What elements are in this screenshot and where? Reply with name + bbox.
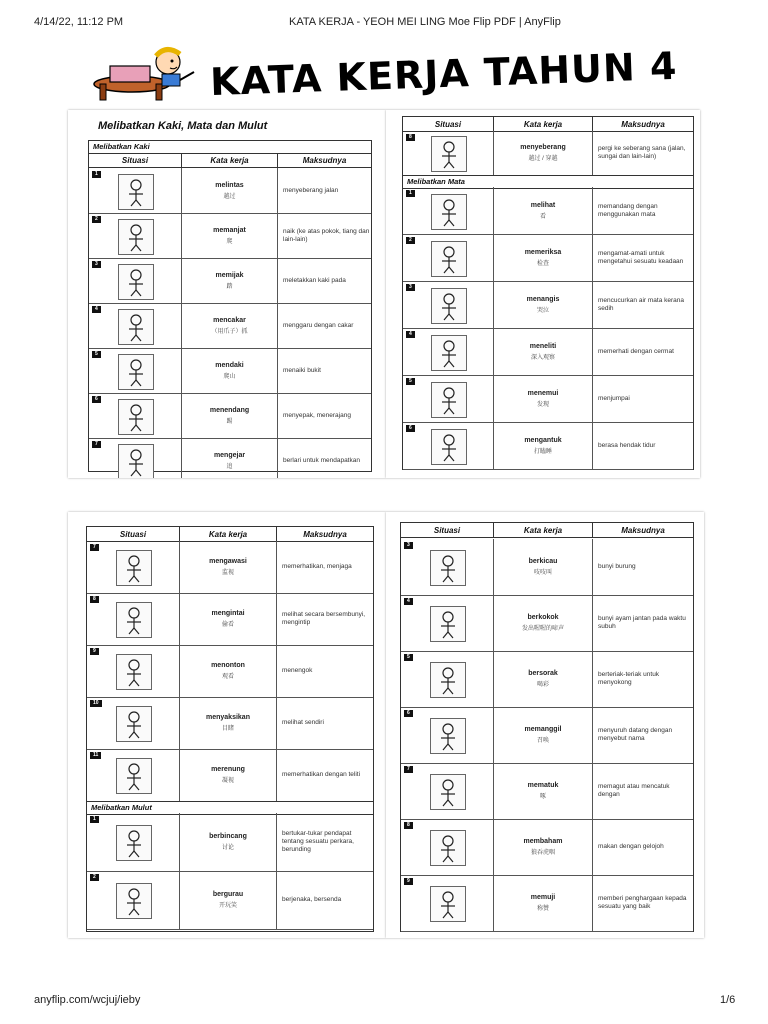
kata-kerja-cell — [180, 749, 277, 801]
section-kaki: Melibatkan Kaki — [89, 141, 371, 154]
table-row — [87, 871, 373, 930]
situation-illustration — [118, 174, 154, 210]
maksud-cell — [593, 234, 693, 281]
maksud-cell — [593, 539, 693, 595]
kata-kerja-cell — [180, 645, 277, 697]
verb-meaning: memagut atau mencatuk dengan — [598, 783, 670, 798]
situation-illustration — [431, 335, 467, 371]
verb-meaning: memandang dengan menggunakan mata — [598, 202, 658, 218]
situation-illustration — [116, 550, 152, 586]
situasi-cell — [401, 763, 494, 819]
verb-meaning: menyeberang jalan — [283, 186, 339, 194]
table-kaki — [88, 140, 372, 472]
kata-kerja-cell — [182, 168, 278, 213]
maksud-cell — [593, 763, 693, 819]
verb-word: menonton — [211, 662, 245, 669]
situation-illustration — [430, 718, 466, 754]
maksud-cell — [277, 749, 373, 801]
table-row — [401, 651, 693, 708]
table-row — [403, 328, 693, 376]
row-number: 6 — [92, 396, 101, 403]
verb-translation: 越过 / 穿越 — [528, 156, 558, 162]
verb-word: mencakar — [213, 316, 246, 324]
verb-translation: 目睹 — [221, 726, 234, 732]
table-row — [403, 187, 693, 235]
row-number: 1 — [406, 190, 415, 197]
situasi-cell — [87, 697, 180, 749]
table-mata-mulut — [86, 526, 374, 932]
row-number: 2 — [92, 216, 101, 223]
situation-illustration — [116, 706, 152, 742]
kata-kerja-cell — [182, 348, 278, 393]
situation-illustration — [116, 602, 152, 638]
verb-word: bergurau — [212, 891, 244, 898]
table-row — [87, 645, 373, 698]
kata-kerja-cell — [180, 593, 277, 645]
maksud-cell — [277, 645, 373, 697]
verb-translation: 踢 — [226, 418, 233, 425]
verb-translation: 打瞌睡 — [533, 448, 552, 455]
verb-meaning: menyepak, menerajang — [283, 411, 351, 419]
verb-translation: 深入观察 — [530, 354, 555, 361]
verb-word: memuji — [530, 894, 556, 901]
row-number: 1 — [90, 816, 99, 823]
verb-meaning: menengok — [282, 667, 313, 674]
table-header — [401, 523, 693, 538]
verb-meaning: mencucurkan air mata kerana sedih — [598, 296, 684, 312]
row-number: 6 — [404, 710, 413, 717]
kata-kerja-cell — [180, 697, 277, 749]
row-number: 8 — [90, 596, 99, 603]
book-page-3 — [68, 512, 386, 938]
verb-word: melihat — [530, 201, 556, 209]
row-number: 5 — [404, 654, 413, 661]
table-row — [401, 763, 693, 820]
row-number: 2 — [90, 874, 99, 881]
row-number: 8 — [404, 822, 413, 829]
table-header — [87, 527, 373, 542]
table-row — [89, 168, 371, 214]
table-row — [89, 348, 371, 394]
maksud-cell — [593, 328, 693, 375]
verb-meaning: berjenaka, bersenda — [282, 896, 342, 903]
col-situasi: Situasi — [87, 527, 180, 541]
situation-illustration — [430, 606, 466, 642]
row-number: 3 — [92, 261, 101, 268]
kata-kerja-cell — [494, 375, 593, 422]
verb-word: mendaki — [215, 361, 244, 369]
situation-illustration — [431, 429, 467, 465]
situasi-cell — [89, 303, 182, 348]
verb-word: memanjat — [213, 226, 246, 234]
row-number: 9 — [90, 648, 99, 655]
row-number: 2 — [406, 237, 415, 244]
situasi-cell — [87, 749, 180, 801]
verb-meaning: memerhatikan dengan teliti — [282, 771, 361, 778]
table-row — [89, 393, 371, 439]
situasi-cell — [89, 348, 182, 393]
verb-word: memanggil — [524, 726, 562, 733]
verb-word: menyaksikan — [206, 714, 250, 721]
verb-word: merenung — [211, 766, 245, 773]
kata-kerja-cell — [182, 303, 278, 348]
situation-illustration — [430, 830, 466, 866]
verb-word: memijak — [215, 271, 244, 279]
row-number: 9 — [404, 878, 413, 885]
situation-illustration — [430, 662, 466, 698]
situation-illustration — [431, 136, 467, 172]
verb-word: mematuk — [527, 782, 559, 789]
kata-kerja-cell — [494, 763, 593, 819]
table-row — [89, 303, 371, 349]
situasi-cell — [401, 875, 494, 931]
verb-word: menangis — [526, 295, 560, 303]
maksud-cell — [278, 258, 371, 303]
col-maksud: Maksudnya — [621, 525, 665, 535]
section-mata: Melibatkan Mata — [403, 175, 693, 189]
col-kata-kerja: Kata kerja — [494, 523, 593, 537]
verb-word: mengawasi — [209, 558, 247, 565]
situasi-cell — [89, 393, 182, 438]
verb-translation: 爬 — [226, 238, 233, 245]
situasi-cell — [403, 422, 494, 469]
verb-word: memeriksa — [524, 248, 562, 256]
table-row — [401, 595, 693, 652]
maksud-cell — [277, 697, 373, 749]
maksud-cell — [593, 595, 693, 651]
kata-kerja-cell — [494, 234, 593, 281]
situasi-cell — [87, 541, 180, 593]
verb-meaning: menjumpai — [598, 394, 630, 402]
row-number: 4 — [406, 331, 415, 338]
kata-kerja-cell — [182, 213, 278, 258]
row-number: 10 — [90, 700, 102, 707]
maksud-cell — [593, 187, 693, 234]
situasi-cell — [87, 813, 180, 871]
situasi-cell — [87, 593, 180, 645]
situation-illustration — [431, 382, 467, 418]
table-row — [403, 131, 693, 176]
situasi-cell — [403, 281, 494, 328]
kata-kerja-cell — [494, 651, 593, 707]
row-number: 3 — [404, 542, 413, 549]
col-kata-kerja: Kata kerja — [494, 117, 593, 131]
situation-illustration — [118, 309, 154, 345]
table-row — [87, 697, 373, 750]
situasi-cell — [401, 819, 494, 875]
row-number: 8 — [406, 134, 415, 141]
situation-illustration — [118, 219, 154, 255]
table-mulut — [400, 522, 694, 932]
situation-illustration — [430, 550, 466, 586]
row-number: 6 — [406, 425, 415, 432]
print-url[interactable]: anyflip.com/wcjuj/ieby — [34, 994, 141, 1006]
maksud-cell — [277, 813, 373, 871]
table-row — [403, 422, 693, 470]
row-number: 4 — [404, 598, 413, 605]
table-row — [89, 438, 371, 478]
book-page-4 — [386, 512, 704, 938]
verb-word: mengejar — [213, 451, 246, 459]
verb-translation: 讨论 — [221, 845, 234, 851]
maksud-cell — [278, 393, 371, 438]
maksud-cell — [277, 871, 373, 929]
maksud-cell — [593, 707, 693, 763]
kata-kerja-cell — [494, 281, 593, 328]
kata-kerja-cell — [494, 539, 593, 595]
verb-translation: 吱吱叫 — [533, 570, 552, 576]
maksud-cell — [593, 281, 693, 328]
kata-kerja-cell — [494, 595, 593, 651]
table-row — [401, 707, 693, 764]
verb-meaning: menggaru dengan cakar — [283, 321, 354, 329]
verb-word: menyeberang — [520, 144, 566, 151]
verb-meaning: bertukar-tukar pendapat tentang sesuatu perkara, berunding — [282, 830, 354, 853]
verb-word: berbincang — [209, 833, 247, 840]
situasi-cell — [403, 375, 494, 422]
maksud-cell — [593, 651, 693, 707]
col-maksud: Maksudnya — [302, 155, 347, 165]
table-row — [87, 593, 373, 646]
col-kata-kerja: Kata kerja — [180, 527, 277, 541]
book-page-1 — [68, 110, 386, 478]
verb-meaning: bunyi burung — [598, 563, 636, 570]
table-row — [403, 375, 693, 423]
situasi-cell — [89, 438, 182, 478]
situation-illustration — [431, 241, 467, 277]
table-row — [87, 749, 373, 802]
row-number: 7 — [92, 441, 101, 448]
verb-translation: 哭泣 — [536, 307, 549, 314]
maksud-cell — [277, 593, 373, 645]
verb-word: mengintai — [211, 610, 245, 617]
situasi-cell — [89, 213, 182, 258]
table-row — [403, 234, 693, 282]
situasi-cell — [403, 328, 494, 375]
maksud-cell — [278, 303, 371, 348]
col-maksud: Maksudnya — [621, 119, 665, 129]
verb-translation: 喝彩 — [536, 682, 549, 688]
print-page-count: 1/6 — [720, 994, 736, 1006]
verb-translation: 凝视 — [221, 778, 234, 784]
row-number: 5 — [406, 378, 415, 385]
table-row — [89, 213, 371, 259]
situation-illustration — [118, 399, 154, 435]
kata-kerja-cell — [494, 131, 593, 175]
verb-meaning: melihat sendiri — [282, 719, 324, 726]
row-number: 1 — [92, 171, 101, 178]
verb-word: berkicau — [528, 558, 558, 565]
situasi-cell — [401, 651, 494, 707]
row-number: 7 — [90, 544, 99, 551]
situation-illustration — [430, 886, 466, 922]
verb-translation: 发现 — [536, 401, 549, 408]
kata-kerja-cell — [180, 813, 277, 871]
verb-meaning: berteriak-teriak untuk menyokong — [598, 671, 660, 686]
maksud-cell — [593, 375, 693, 422]
kata-kerja-cell — [182, 258, 278, 303]
verb-meaning: memerhatikan, menjaga — [282, 563, 352, 570]
table-row — [87, 541, 373, 594]
print-page-title: KATA KERJA - YEOH MEI LING Moe Flip PDF | AnyFlip — [289, 16, 561, 28]
verb-translation: 称赞 — [536, 906, 549, 912]
maksud-cell — [278, 438, 371, 478]
mascot-illustration — [86, 44, 206, 106]
verb-meaning: berasa hendak tidur — [598, 441, 656, 449]
table-row — [401, 819, 693, 876]
situasi-cell — [403, 234, 494, 281]
verb-translation: 爬山 — [223, 373, 236, 380]
kata-kerja-cell — [180, 871, 277, 929]
maksud-cell — [593, 422, 693, 469]
situation-illustration — [118, 444, 154, 479]
verb-translation: 观看 — [221, 674, 234, 680]
kata-kerja-cell — [494, 707, 593, 763]
verb-translation: 召唤 — [536, 738, 549, 744]
situation-illustration — [116, 758, 152, 794]
situasi-cell — [401, 595, 494, 651]
table-mata — [402, 116, 694, 470]
verb-meaning: mengamat-amati untuk mengetahui sesuatu keadaan — [598, 249, 684, 265]
kata-kerja-cell — [180, 541, 277, 593]
verb-meaning: memberi penghargaan kepada sesuatu yang baik — [598, 895, 687, 910]
situation-illustration — [431, 194, 467, 230]
situation-illustration — [116, 654, 152, 690]
situasi-cell — [403, 131, 494, 175]
table-row — [401, 539, 693, 596]
section-mulut: Melibatkan Mulut — [87, 801, 373, 815]
row-number: 5 — [92, 351, 101, 358]
situasi-cell — [401, 539, 494, 595]
verb-word: mengantuk — [524, 436, 562, 444]
verb-meaning: menaiki bukit — [283, 366, 321, 374]
situasi-cell — [89, 258, 182, 303]
situation-illustration — [430, 774, 466, 810]
kata-kerja-cell — [494, 819, 593, 875]
table-row — [403, 281, 693, 329]
verb-translation: 检查 — [536, 260, 549, 267]
table-row — [87, 813, 373, 872]
main-title: KATA KERJA TAHUN 4 — [209, 43, 679, 105]
kata-kerja-cell — [494, 187, 593, 234]
col-maksud: Maksudnya — [303, 529, 347, 539]
verb-meaning: menyuruh datang dengan menyebut nama — [598, 727, 673, 742]
verb-meaning: memerhati dengan cermat — [598, 347, 674, 355]
verb-meaning: melihat secara bersembunyi, mengintip — [282, 611, 366, 626]
verb-translation: 踏 — [226, 283, 233, 290]
verb-translation: 发出喔喔的啼声 — [521, 626, 564, 632]
col-situasi: Situasi — [401, 523, 494, 537]
verb-word: melintas — [215, 181, 244, 189]
maksud-cell — [278, 168, 371, 213]
verb-translation: 偷看 — [221, 622, 234, 628]
table-header — [89, 153, 371, 168]
col-situasi: Situasi — [89, 153, 182, 167]
col-situasi: Situasi — [403, 117, 494, 131]
situation-illustration — [431, 288, 467, 324]
verb-meaning: bunyi ayam jantan pada waktu subuh — [598, 615, 686, 630]
verb-translation: 狼吞虎咽 — [530, 850, 555, 856]
kata-kerja-cell — [182, 438, 278, 478]
verb-translation: （用爪子）抓 — [211, 328, 248, 335]
table-row — [89, 258, 371, 304]
situasi-cell — [87, 871, 180, 929]
situation-illustration — [116, 883, 152, 919]
situation-illustration — [116, 825, 152, 861]
verb-word: menendang — [209, 406, 250, 414]
verb-translation: 看 — [539, 213, 546, 220]
verb-meaning: makan dengan gelojoh — [598, 843, 664, 850]
row-number: 7 — [404, 766, 413, 773]
maksud-cell — [278, 348, 371, 393]
verb-meaning: meletakkan kaki pada — [283, 276, 346, 284]
maksud-cell — [593, 875, 693, 931]
book-page-2 — [386, 110, 700, 478]
table-header — [403, 117, 693, 132]
kata-kerja-cell — [182, 393, 278, 438]
table-row — [401, 875, 693, 932]
situation-illustration — [118, 354, 154, 390]
verb-word: bersorak — [528, 670, 558, 677]
verb-translation: 啄 — [539, 794, 546, 800]
row-number: 11 — [90, 752, 101, 759]
maksud-cell — [593, 819, 693, 875]
verb-word: menemui — [527, 389, 559, 397]
verb-meaning: naik (ke atas pokok, tiang dan lain-lain) — [283, 227, 370, 243]
verb-word: berkokok — [527, 614, 559, 621]
kata-kerja-cell — [494, 875, 593, 931]
row-number: 3 — [406, 284, 415, 291]
print-datetime: 4/14/22, 11:12 PM — [34, 16, 124, 28]
verb-word: meneliti — [529, 342, 557, 350]
kata-kerja-cell — [494, 422, 593, 469]
situasi-cell — [403, 187, 494, 234]
kata-kerja-cell — [494, 328, 593, 375]
situasi-cell — [89, 168, 182, 213]
maksud-cell — [277, 541, 373, 593]
col-kata-kerja: Kata kerja — [182, 153, 278, 167]
page-heading: Melibatkan Kaki, Mata dan Mulut — [98, 120, 268, 132]
verb-translation: 监视 — [221, 570, 234, 576]
situation-illustration — [118, 264, 154, 300]
verb-translation: 越过 — [223, 193, 236, 200]
row-number: 4 — [92, 306, 101, 313]
verb-translation: 开玩笑 — [218, 903, 237, 909]
verb-translation: 追 — [226, 463, 233, 470]
verb-meaning: berlari untuk mendapatkan — [283, 456, 360, 464]
verb-word: membaham — [523, 838, 563, 845]
maksud-cell — [278, 213, 371, 258]
situasi-cell — [401, 707, 494, 763]
maksud-cell — [593, 131, 693, 175]
situasi-cell — [87, 645, 180, 697]
verb-meaning: pergi ke seberang sana (jalan, sungai dan lain-lain) — [598, 145, 686, 160]
